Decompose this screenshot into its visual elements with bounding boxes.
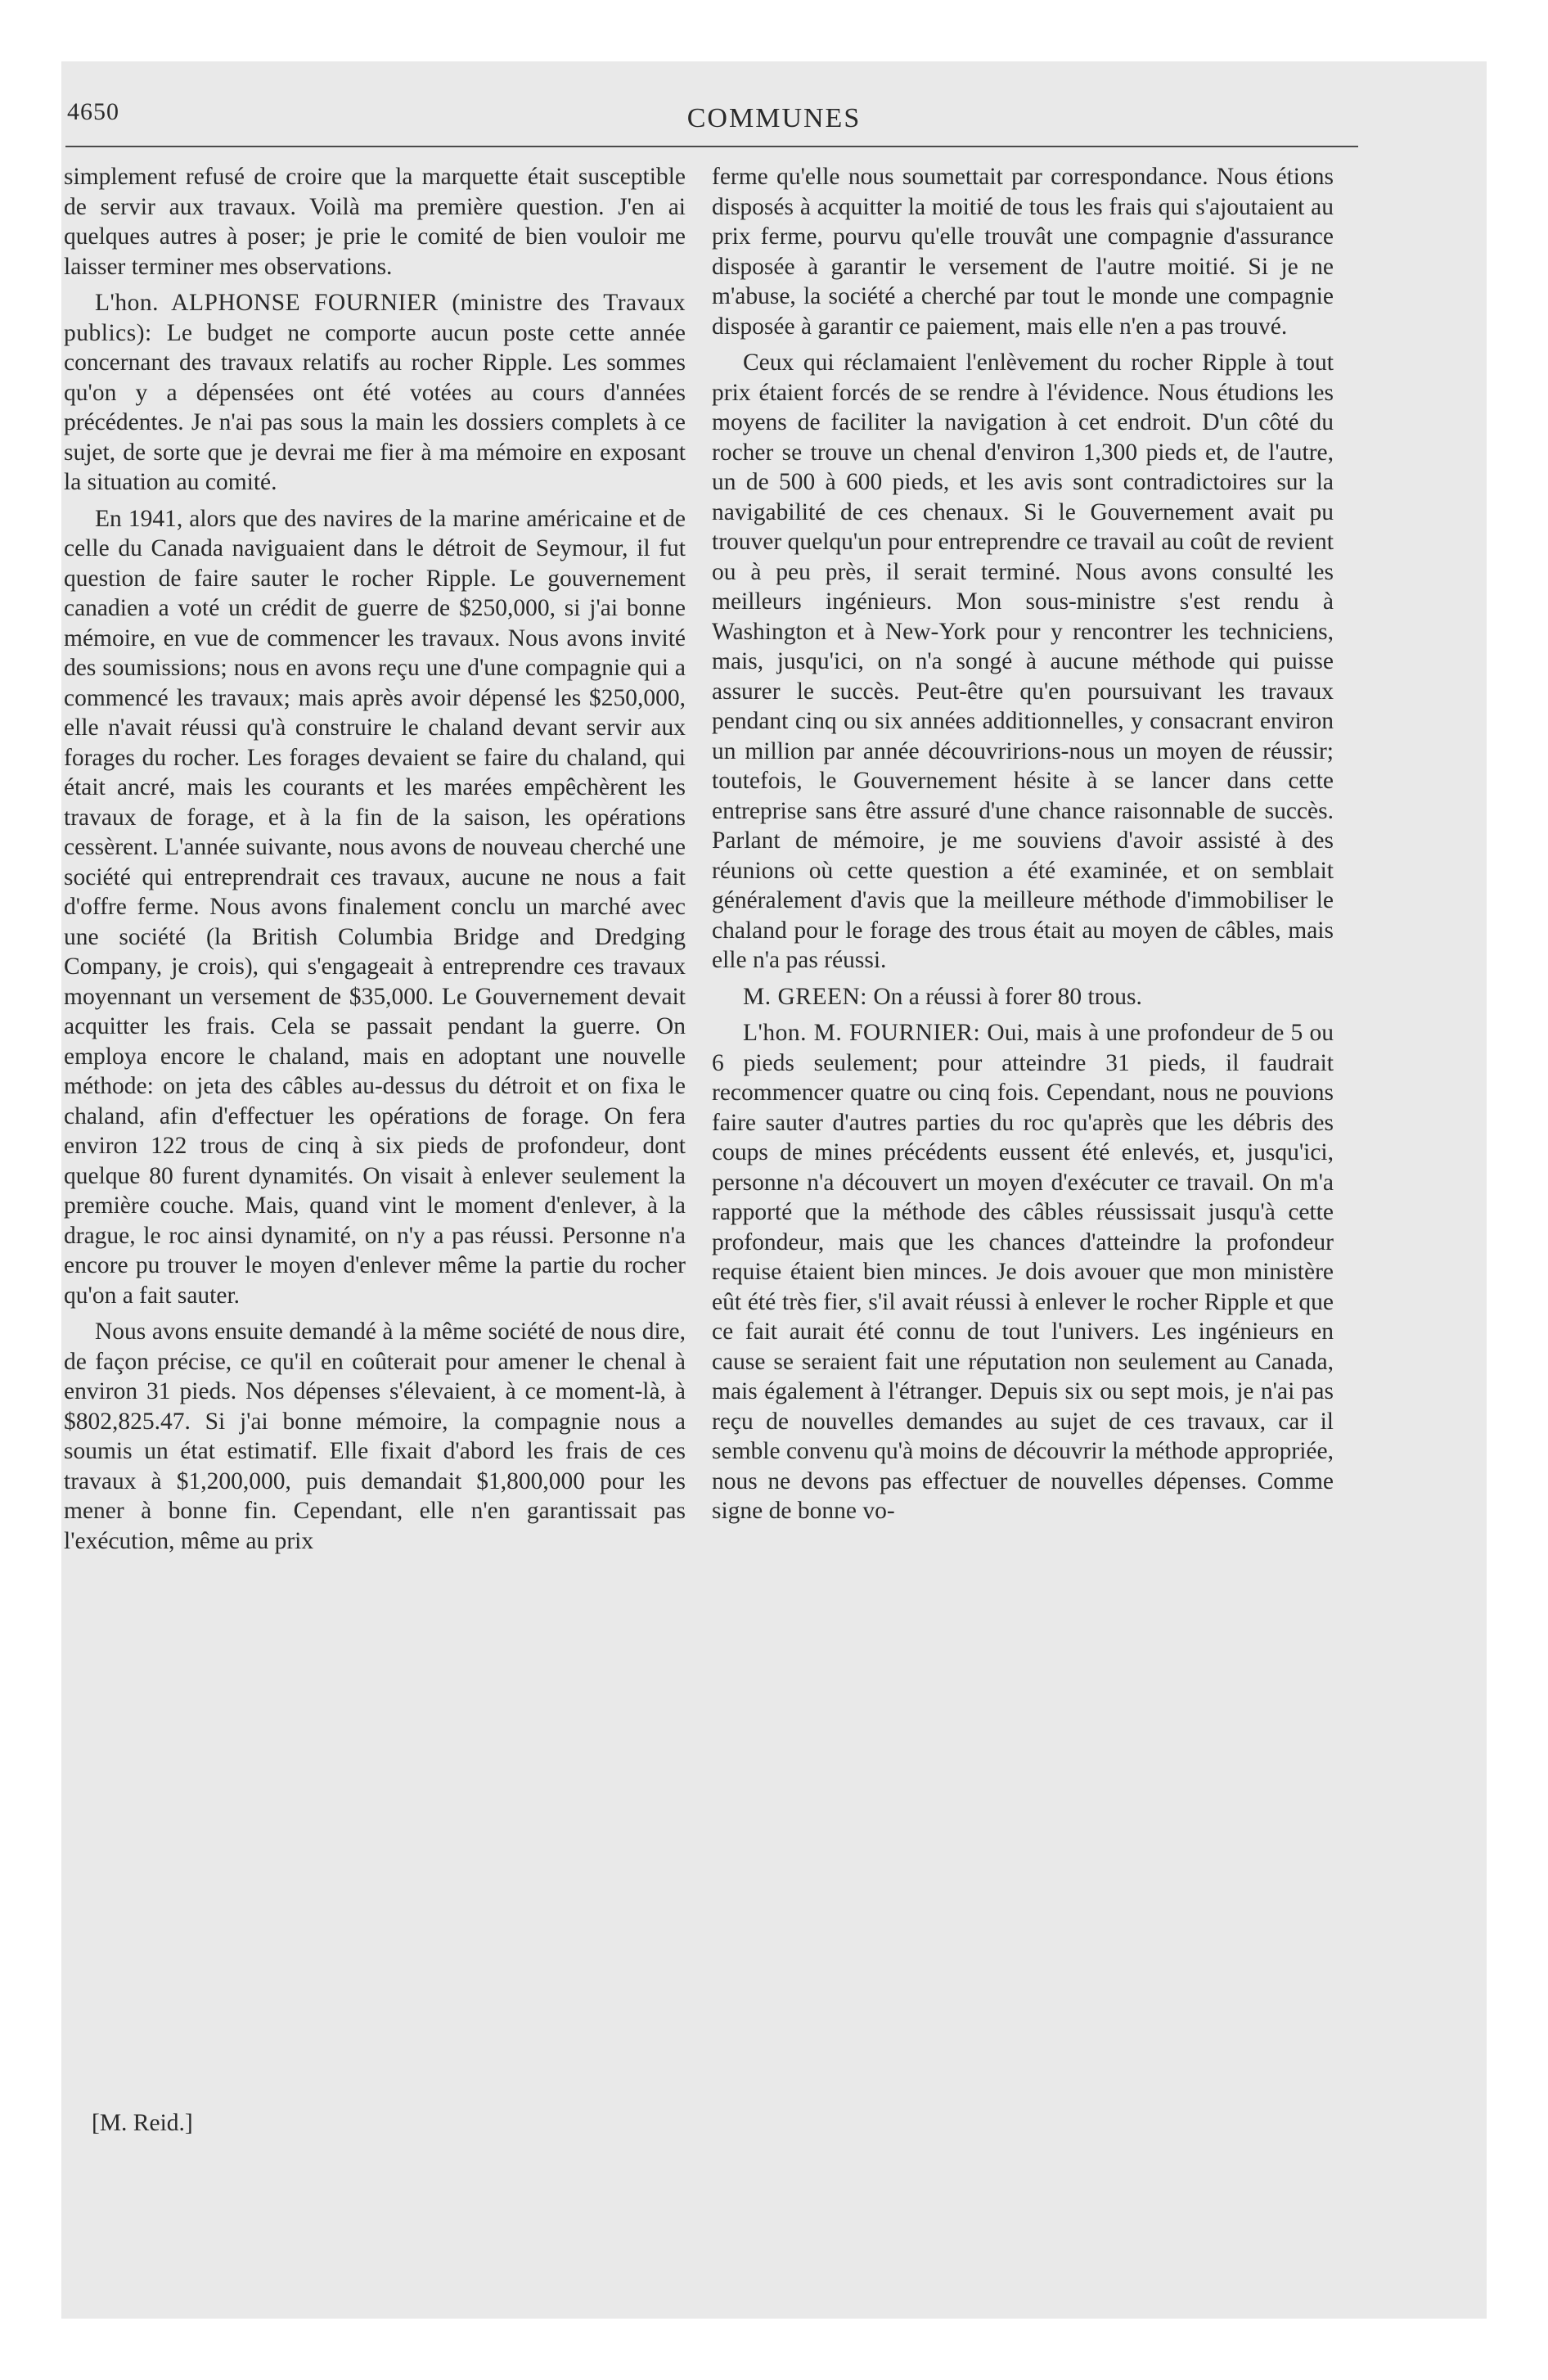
header-rule <box>65 146 1358 147</box>
speaker-name: L'hon. M. FOURNIER: <box>743 1020 981 1046</box>
speaker-name: L'hon. ALPHONSE FOURNIER (ministre des Travaux publics): <box>64 290 686 346</box>
paragraph: simplement refusé de croire que la marquette était susceptible de servir aux travaux. Voilà ma première question. J'en ai quelques autres à poser; je prie le comité de bien vouloir me laisser terminer mes observations. <box>64 164 686 280</box>
paragraph: En 1941, alors que des navires de la marine américaine et de celle du Canada naviguaient dans le détroit de Seymour, il fut question de faire sauter le rocher Ripple. Le gouvernement canadien a voté un crédit de guerre de $250,000, si j'ai bonne mémoire, en vue de commencer les travaux. Nous avons invité des soumissions; nous en avons reçu une d'une compagnie qui a commencé les travaux; mais après avoir dépensé les $250,000, elle n'avait réussi qu'à construire le chaland devant servir aux forages du rocher. Les forages devaient se faire du chaland, qui était ancré, mais les courants et les marées empêchèrent les travaux de forage, et à la fin de la saison, les opérations cessèrent. L'année suivante, nous avons de nouveau cherché une société qui entreprendrait ces travaux, aucune ne nous a fait d'offre ferme. Nous avons finalement conclu un marché avec une société (la British Columbia Bridge and Dredging Company, je crois), qui s'engageait à entreprendre ces travaux moyennant un versement de $35,000. Le Gouvernement devait acquitter les frais. Cela se passait pendant la guerre. On employa encore le chaland, mais en adoptant une nouvelle méthode: on jeta des câbles au-dessus du détroit et on fixa le chaland, afin d'effectuer les opérations de forage. On fera environ 122 trous de cinq à six pieds de profondeur, dont quelque 80 furent dynamités. On visait à enlever seulement la première couche. Mais, quand vint le moment d'enlever, à la drague, le roc ainsi dynamité, on n'y a pas réussi. Personne n'a encore pu trouver le moyen d'enlever même la partie du rocher qu'on a fait sauter. <box>64 505 686 1309</box>
paragraph: ferme qu'elle nous soumettait par correspondance. Nous étions disposés à acquitter la moitié de tous les frais qui s'ajoutaient au prix ferme, pourvu qu'elle trouvât une compagnie d'assurance disposée à garantir le versement de l'autre moitié. Si je ne m'abuse, la société a cherché par tout le monde une compagnie disposée à garantir ce paiement, mais elle n'en a pas trouvé. <box>712 164 1334 340</box>
right-column <box>712 162 1334 1533</box>
page-number: 4650 <box>67 98 119 125</box>
paragraph <box>64 288 686 498</box>
paragraph <box>712 1018 1334 1526</box>
speaker-reference: [M. Reid.] <box>92 2110 193 2136</box>
paragraph: Ceux qui réclamaient l'enlèvement du rocher Ripple à tout prix étaient forcés de se rendre à l'évidence. Nous étudions les moyens de faciliter la navigation à cet endroit. D'un côté du rocher se trouve un chenal d'environ 1,300 pieds et, de l'autre, un de 500 à 600 pieds, et les avis sont contradictoires sur la navigabilité de ces chenaux. Si le Gouvernement avait pu trouver quelqu'un pour entreprendre ce travail au coût de revient ou à peu près, il serait terminé. Nous avons consulté les meilleurs ingénieurs. Mon sous-ministre s'est rendu à Washington et à New-York pour y rencontrer les techniciens, mais, jusqu'ici, on n'a songé à aucune méthode qui puisse assurer le succès. Peut-être qu'en poursuivant les travaux pendant cinq ou six années additionnelles, y consacrant environ un million par année découvririons-nous un moyen de réussir; toutefois, le Gouvernement hésite à se lancer dans cette entreprise sans être assuré d'une chance raisonnable de succès. Parlant de mémoire, je me souviens d'avoir assisté à des réunions où cette question a été examinée, et on semblait généralement d'avis que la meilleure méthode d'immobiliser le chaland pour le forage des trous était au moyen de câbles, mais elle n'a pas réussi. <box>712 349 1334 973</box>
speech-text: On a réussi à forer 80 trous. <box>867 983 1142 1010</box>
paragraph <box>712 982 1334 1012</box>
speech-text: Le budget ne comporte aucun poste cette année concernant des travaux relatifs au rocher Ripple. Les sommes qu'on y a dépensées ont été votées au cours d'années précédentes. Je n'ai pas sous la main les dossiers complets à ce sujet, de sorte que je devrai me fier à ma mémoire en exposant la situation au comité. <box>64 319 686 495</box>
running-head: COMMUNES <box>686 103 862 133</box>
left-column <box>64 162 686 1562</box>
speaker-name: M. GREEN: <box>743 983 867 1010</box>
paragraph: Nous avons ensuite demandé à la même société de nous dire, de façon précise, ce qu'il en coûterait pour amener le chenal à environ 31 pieds. Nos dépenses s'élevaient, à ce moment-là, à $802,825.47. Si j'ai bonne mémoire, la compagnie nous a soumis un état estimatif. Elle fixait d'abord les frais de ces travaux à $1,200,000, puis demandait $1,800,000 pour les mener à bonne fin. Cependant, elle n'en garantissait pas l'exécution, même au prix <box>64 1318 686 1554</box>
speech-text: Oui, mais à une profondeur de 5 ou 6 pieds seulement; pour atteindre 31 pieds, il faudrait recommencer quatre ou cinq fois. Cependant, nous ne pouvions faire sauter d'autres parties du roc qu'après que les débris des coups de mines précédents eussent été enlevés, et, jusqu'ici, personne n'a découvert un moyen d'exécuter ce travail. On m'a rapporté que la méthode des câbles réussissait jusqu'à cette profondeur, mais que les chances d'atteindre la profondeur requise étaient bien minces. Je dois avouer que mon ministère eût été très fier, s'il avait réussi à enlever le rocher Ripple et que ce fait aurait été connu de tout l'univers. Les ingénieurs en cause se seraient fait une réputation non seulement au Canada, mais également à l'étranger. Depuis six ou sept mois, je n'ai pas reçu de nouvelles demandes au sujet de ces travaux, car il semble convenu qu'à moins de découvrir la méthode appropriée, nous ne devons pas effectuer de nouvelles dépenses. Comme signe de bonne vo- <box>712 1020 1334 1524</box>
